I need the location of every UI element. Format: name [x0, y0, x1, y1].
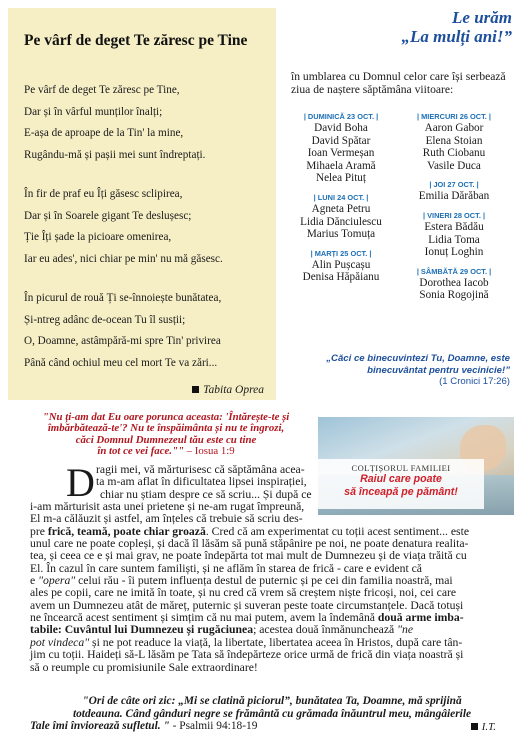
article-line: să o reumple cu promisiunile Sale extraordinare!	[30, 660, 258, 674]
poem-author-name: Tabita Oprea	[203, 384, 264, 396]
birthday-name: Mihaela Aramă	[306, 159, 376, 172]
quote-reference: (1 Cronici 17:26)	[439, 376, 510, 387]
closing-quote-line: totdeauna. Când gânduri negre se frământă cu grămada înăuntrul meu, mângâierile	[72, 707, 472, 720]
poem-stanza-1	[24, 80, 260, 166]
article-line: unul care ne poate copleși, și dacă îl lăsăm să pună stăpânire pe noi, ne poate denatura realita-	[30, 537, 469, 551]
birthday-title-line2: „La mulți ani!”	[401, 27, 512, 46]
birthday-name: Sonia Rogojină	[419, 289, 489, 302]
article-line: tea, și ceea ce e și mai grav, ne poate îndepărta tot mai mult de Dumnezeu și de viața trăită cu	[30, 549, 467, 563]
family-corner-title-2: să înceapă pe pământ!	[344, 485, 458, 498]
birthday-name: David Boha	[314, 122, 368, 134]
article-line: ta m-am aflat în dificultatea lipsei inspirației,	[96, 475, 307, 489]
day-group-monday	[286, 193, 396, 241]
article-text: ne încearcă acest sentiment și simțim că nu mai putem, avem la îndemână	[30, 611, 375, 625]
epigraph-line: "Nu ți-am dat Eu oare porunca aceasta: 'Întărește-te și	[42, 411, 290, 423]
drop-cap: D	[66, 460, 95, 505]
birthday-name: Vasile Duca	[427, 159, 481, 172]
signature-initials: I.T.	[481, 721, 496, 733]
article-signature	[471, 721, 496, 733]
poem-stanza-2	[24, 184, 260, 270]
birthday-name: Ioan Vermeșan	[307, 147, 375, 160]
article-text: pre frică, teamă, poate chiar groază. Cred că am experimentat cu toții acest sentiment... este	[30, 524, 470, 538]
day-group-saturday	[398, 267, 510, 302]
article-bold: frică, teamă, poate chiar groază	[47, 524, 206, 538]
day-group-sunday	[286, 112, 396, 185]
birthday-title-line1: Le urăm	[452, 8, 512, 27]
poem-line: O, Doamne, astâmpără-mi spre Tin' privirea	[24, 335, 221, 347]
birthday-name: David Spătar	[311, 134, 371, 147]
square-bullet-icon	[471, 723, 478, 730]
quote-line: „Căci ce binecuvintezi Tu, Doamne, este	[326, 353, 510, 364]
quote-line: binecuvântat pentru vecinicie!”	[367, 364, 510, 376]
article-line: El. În cazul în care suntem familiști, și ne aflăm în starea de frică - care e evident că	[30, 561, 422, 575]
poem-line: Iar eu ades', nici chiar pe min' nu mă găsesc.	[24, 252, 223, 265]
birthday-intro: în umblarea cu Domnul celor care își serbează ziua de naștere săptămâna viitoare:	[291, 70, 506, 96]
article-epigraph	[18, 412, 314, 458]
poem-line: E-așa de aproape de la Tin' la mine,	[24, 127, 184, 139]
epigraph-line: îmbărbătează-te'? Nu te înspăimânta și nu te îngrozi,	[47, 422, 285, 435]
poem-line: Pe vârf de deget Te zăresc pe Tine,	[24, 84, 180, 96]
day-label: | JOI 27 OCT. |	[429, 180, 479, 190]
article-line: jim cu toții. Haideți să-L lăsăm pe Tata să îndepărteze orice urmă de frică din viața noastră și	[30, 648, 464, 662]
family-corner-heading: COLȚIȘORUL FAMILIEI	[351, 463, 451, 473]
birthday-name: Lidia Dănciulescu	[300, 215, 382, 228]
birthday-name: Lidia Toma	[428, 233, 480, 246]
poem-line: Dar și în vârful munților înalți;	[24, 105, 163, 118]
birthday-name: Aaron Gabor	[424, 122, 484, 134]
birthday-name: Emilia Dărăban	[418, 190, 490, 203]
day-group-thursday	[398, 180, 510, 203]
poem-author	[192, 384, 264, 396]
birthday-column-right	[398, 112, 510, 310]
article-bold: două arme imba-	[374, 611, 464, 625]
birthday-name: Dorothea Iacob	[419, 276, 489, 289]
birthday-column-left	[286, 112, 396, 292]
birthday-name: Ruth Ciobanu	[422, 147, 486, 160]
family-corner-title-1: Raiul care poate	[360, 473, 442, 485]
closing-quote-line: Tale îmi înviorează sufletul. "	[30, 720, 170, 733]
day-group-wednesday	[398, 112, 510, 172]
day-group-tuesday	[286, 249, 396, 284]
article-text: e	[30, 574, 39, 588]
day-label: | LUNI 24 OCT. |	[313, 192, 369, 202]
birthday-name: Elena Stoian	[425, 134, 483, 147]
day-label: | SÂMBĂTĂ 29 OCT. |	[416, 266, 492, 276]
square-bullet-icon	[192, 386, 199, 393]
poem-line: Până când ochiul meu cel mort Te va zări...	[24, 356, 218, 369]
birthday-name: Denisa Hăpăianu	[302, 271, 380, 284]
epigraph-reference: – Iosua 1:9	[183, 445, 235, 458]
article-emphasis: "ne	[397, 623, 414, 637]
article-line: i-am mărturisit asta unei prietene și ne-am rugat împreună,	[30, 500, 305, 514]
birthday-name: Agneta Petru	[311, 202, 371, 215]
epigraph-line: căci Domnul Dumnezeul tău este cu tine	[75, 433, 257, 446]
poem-title: Pe vârf de deget Te zăresc pe Tine	[24, 32, 248, 49]
article-line: ales pe copii, care ne imită în toate, și nu cred că vrem să creștem niște fricoși, noi, cei care	[30, 586, 457, 600]
day-label: | MIERCURI 26 OCT. |	[417, 112, 491, 121]
birthday-title	[401, 8, 512, 46]
day-label: | VINERI 28 OCT. |	[422, 210, 486, 220]
article-text: ; acestea două înmănunchează	[253, 623, 398, 637]
birthday-name: Marius Tomuța	[306, 228, 376, 241]
poem-line: Rugându-mă și pașii mei sunt îndreptați.	[24, 148, 206, 161]
article-emphasis: "opera"	[38, 574, 76, 588]
article-bold: tabile: Cuvântul lui Dumnezeu și rugăciunea	[30, 623, 254, 637]
closing-quote	[30, 695, 514, 733]
article-line: ragii mei, vă mărturisesc că săptămâna acea-	[96, 463, 305, 476]
article-line: chiar nu știam despre ce să scriu... Și după ce	[100, 487, 312, 501]
poem-line: Dar și în Soarele gigant Te deslușesc;	[24, 209, 192, 222]
day-group-friday	[398, 211, 510, 259]
poem-line: Și-ntreg adânc de-ocean Tu îl susții;	[24, 313, 186, 326]
article-text: și ne pot readuce la viață, la libertate, libertatea aceea în Hristos, după care tân-	[89, 635, 463, 649]
article-text: celui rău - îi putem influența destul de puternic și pe cei din familia noastră, mai	[75, 574, 453, 588]
birthday-bible-quote	[284, 353, 510, 388]
day-label: | DUMINICĂ 23 OCT. |	[303, 112, 379, 121]
poem-line: În picurul de rouă Ți se-înnoiește bunătatea,	[24, 292, 222, 304]
birthday-name: Estera Bădău	[424, 220, 484, 233]
article-line: El m-a călăuzit și astfel, am înțeles că trebuie să scriu des-	[30, 512, 303, 526]
birthday-name: Nelea Pituț	[315, 172, 367, 185]
poem-box	[8, 8, 276, 400]
article-body	[30, 460, 513, 674]
day-label: | MARȚI 25 OCT. |	[310, 248, 372, 258]
birthday-name: Alin Pușcașu	[311, 258, 371, 271]
poem-line: Ție Îți șade la picioare omenirea,	[24, 231, 172, 243]
article-emphasis: pot vindeca"	[30, 635, 90, 649]
closing-quote-reference: - Psalmii 94:18-19	[169, 720, 258, 733]
closing-quote-line: "Ori de câte ori zic: „Mi se clatină piciorul”, bunătatea Ta, Doamne, mă sprijină	[82, 695, 462, 707]
epigraph-line: în tot ce vei face.""	[97, 445, 184, 458]
poem-line: În fir de praf eu Îți găsesc sclipirea,	[24, 188, 183, 200]
article-line: avem un Dumnezeu atât de măreț, puternic și suveran peste toate circumstanțele. Dacă totuși	[30, 598, 464, 612]
poem-stanza-3	[24, 288, 260, 374]
birthday-name: Ionuț Loghin	[424, 246, 484, 259]
